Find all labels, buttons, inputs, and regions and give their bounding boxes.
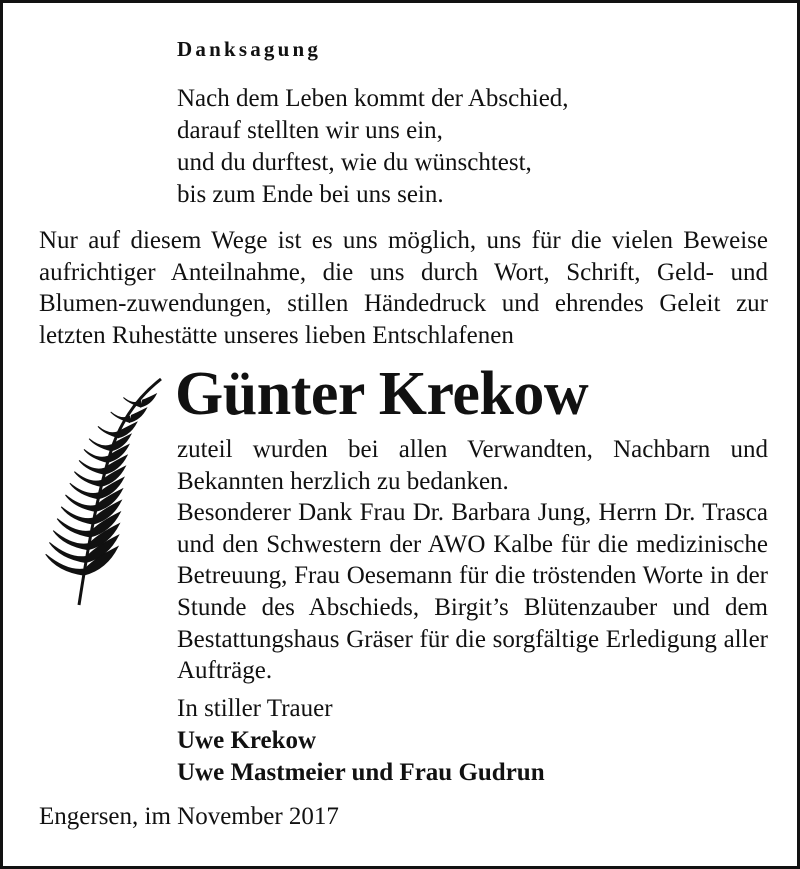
thanks-paragraph: Besonderer Dank Frau Dr. Barbara Jung, Herrn Dr. Trasca und den Schwestern der AWO Kalbe für die medizinische Betreuung, Frau Oesemann für die tröstenden Worte in der Stunde des Abschieds, Birgit’s Blütenzauber und dem Bestattungshaus Gräser für die sorgfältige Erledigung aller Aufträge. xyxy=(177,499,768,685)
notice-heading: Danksagung xyxy=(177,37,322,61)
mourner-name: Uwe Mastmeier und Frau Gudrun xyxy=(177,759,545,786)
signature-block xyxy=(177,693,737,789)
palm-leaf-icon xyxy=(39,373,165,609)
poem xyxy=(177,83,737,211)
poem-line: Nach dem Leben kommt der Abschied, xyxy=(177,85,569,112)
leaflet xyxy=(98,426,118,437)
poem-line: darauf stellten wir uns ein, xyxy=(177,117,443,144)
deceased-name: Günter Krekow xyxy=(175,360,589,428)
leaflet xyxy=(111,412,130,422)
thanks-text xyxy=(177,434,768,687)
leaflet xyxy=(79,460,104,474)
mourning-label: In stiller Trauer xyxy=(177,695,333,722)
mourner-name: Uwe Krekow xyxy=(177,727,317,754)
poem-line: und du durftest, wie du wünschtest, xyxy=(177,149,532,176)
leaflet xyxy=(84,449,108,462)
leaflet xyxy=(89,439,111,451)
place-date: Engersen, im November 2017 xyxy=(39,803,339,830)
leaflet xyxy=(70,483,98,499)
leaflet xyxy=(74,472,101,487)
thanks-paragraph: zuteil wurden bei allen Verwandten, Nachbarn und Bekannten herzlich zu bedanken. xyxy=(177,436,768,495)
intro-paragraph: Nur auf diesem Wege ist es uns möglich, uns für die vielen Beweise aufrichtiger Anteilnahme, die uns durch Wort, Schrift, Geld- und Blumen-zuwendungen, stillen Händedruck und ehrendes Geleit zur letzten Ruhestätte unseres lieben Entschlafenen xyxy=(39,227,768,349)
poem-line: bis zum Ende bei uns sein. xyxy=(177,181,444,208)
